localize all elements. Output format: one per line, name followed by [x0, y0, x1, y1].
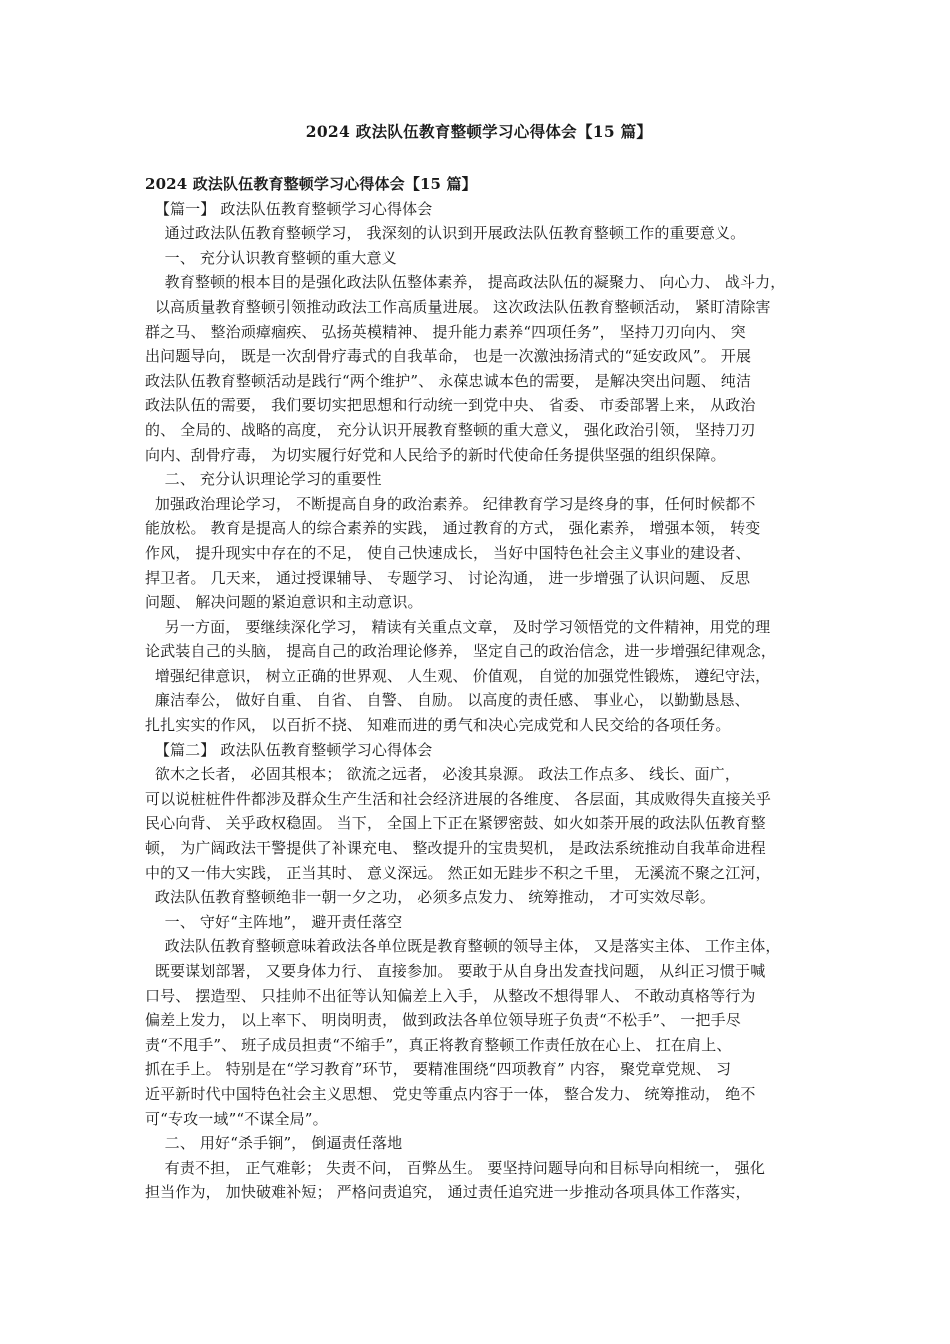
text-line: 廉洁奉公， 做好自重、 自省、 自警、 自励。 以高度的责任感、 事业心， 以勤勤恳恳、 [145, 691, 750, 710]
text-line: 欲木之长者， 必固其根本； 欲流之远者， 必浚其泉源。 政法工作点多、 线长、面广， [145, 765, 740, 784]
text-line: 向内、刮骨疗毒， 为切实履行好党和人民给予的新时代使命任务提供坚强的组织保障。 [145, 445, 726, 464]
text-line: 责“不甩手”、 班子成员担责“不缩手”，真正将教育整顿工作责任放在心上、 扛在肩上、 [145, 1035, 732, 1054]
text-line: 扎扎实实的作风， 以百折不挠、 知难而进的勇气和决心完成党和人民交给的各项任务。 [145, 716, 731, 735]
text-line: 论武装自己的头脑， 提高自己的政治理论修养， 坚定自己的政治信念，进一步增强纪律观念， [145, 642, 776, 661]
document-page [145, 120, 813, 1205]
text-line: 作风， 提升现实中存在的不足， 使自己快速成长， 当好中国特色社会主义事业的建设者、 [145, 543, 751, 562]
text-line: 问题、 解决问题的紧迫意识和主动意识。 [145, 593, 423, 612]
document-title: 2024 政法队伍教育整顿学习心得体会【15 篇】 [305, 122, 653, 141]
text-line: 中的又一伟大实践， 正当其时、 意义深远。 然正如无跬步不积之千里， 无溪流不聚之江河， [145, 863, 771, 882]
text-line: 有责不担， 正气难彰； 失责不问， 百弊丛生。 要坚持问题导向和目标导向相统一， 强化 [145, 1158, 765, 1177]
subsection-heading: 二、 充分认识理论学习的重要性 [145, 470, 382, 489]
text-line: 近平新时代中国特色社会主义思想、 党史等重点内容于一体， 整合发力、 统筹推动， 绝不 [145, 1084, 756, 1103]
subsection-heading: 一、 守好“主阵地”， 避开责任落空 [145, 912, 403, 931]
subsection-heading: 一、 充分认识教育整顿的重大意义 [145, 248, 397, 267]
text-line: 能放松。 教育是提高人的综合素养的实践， 通过教育的方式， 强化素养， 增强本领， 转变 [145, 519, 761, 538]
text-line: 群之马、 整治顽瘴痼疾、 弘扬英模精神、 提升能力素养“四项任务”， 坚持刀刃向内、 突 [145, 322, 746, 341]
text-line: 的、 全局的、战略的高度， 充分认识开展教育整顿的重大意义， 强化政治引领， 坚持刀刃 [145, 420, 756, 439]
text-line: 民心向背、 关乎政权稳固。 当下， 全国上下正在紧锣密鼓、如火如荼开展的政法队伍教育整 [145, 814, 766, 833]
text-line: 可以说桩桩件件都涉及群众生产生活和社会经济进展的各维度、 各层面，其成败得失直接关乎 [145, 789, 772, 808]
text-line: 政法队伍教育整顿意味着政法各单位既是教育整顿的领导主体， 又是落实主体、 工作主体， [145, 937, 781, 956]
text-line: 加强政治理论学习， 不断提高自身的政治素养。 纪律教育学习是终身的事，任何时候都不 [145, 494, 756, 513]
text-line: 可“专攻一域”“不谋全局”。 [145, 1109, 328, 1128]
text-line: 偏差上发力， 以上率下、 明岗明责， 做到政法各单位领导班子负责“不松手”、 一把手尽 [145, 1011, 741, 1030]
text-line: 抓在手上。 特别是在“学习教育”环节， 要精准围绕“四项教育” 内容， 聚党章党规、 习 [145, 1060, 732, 1079]
text-line: 既要谋划部署， 又要身体力行、 直接参加。 要敢于从自身出发查找问题， 从纠正习惯于喊 [145, 962, 766, 980]
text-line: 口号、 摆造型、 只挂帅不出征等认知偏差上入手， 从整改不想得罪人、 不敢动真格等行为 [145, 986, 756, 1005]
text-line: 政法队伍的需要， 我们要切实把思想和行动统一到党中央、 省委、 市委部署上来， 从政治 [145, 396, 756, 415]
document-body [145, 172, 813, 1205]
text-line: 顿， 为广阔政法干警提供了补课充电、 整改提升的宝贵契机， 是政法系统推动自我革命进程 [145, 839, 766, 858]
text-line: 政法队伍教育整顿绝非一朝一夕之功， 必须多点发力、 统筹推动， 才可实效尽彰。 [145, 888, 715, 907]
text-line: 担当作为， 加快破难补短； 严格问责追究， 通过责任追究进一步推动各项具体工作落实， [145, 1183, 751, 1202]
section-heading: 【篇二】 政法队伍教育整顿学习心得体会 [145, 740, 433, 759]
text-line: 政法队伍教育整顿活动是践行“两个维护”、 永葆忠诚本色的需要， 是解决突出问题、 纯洁 [145, 371, 752, 390]
text-line: 捍卫者。 几天来， 通过授课辅导、 专题学习、 讨论沟通， 进一步增强了认识问题、 反思 [145, 568, 751, 587]
text-line: 另一方面， 要继续深化学习， 精读有关重点文章， 及时学习领悟党的文件精神，用党的理 [145, 617, 771, 636]
text-line: 通过政法队伍教育整顿学习， 我深刻的认识到开展政法队伍教育整顿工作的重要意义。 [145, 224, 746, 243]
text-line: 教育整顿的根本目的是强化政法队伍整体素养， 提高政法队伍的凝聚力、 向心力、 战斗力， [145, 273, 786, 292]
subsection-heading: 二、 用好“杀手锏”， 倒逼责任落地 [145, 1134, 403, 1153]
text-line: 出问题导向， 既是一次刮骨疗毒式的自我革命， 也是一次激浊扬清式的“延安政风”。 开展 [145, 347, 752, 366]
section-heading: 【篇一】 政法队伍教育整顿学习心得体会 [145, 199, 433, 218]
text-line: 以高质量教育整顿引领推动政法工作高质量进展。 这次政法队伍教育整顿活动， 紧盯清除害 [145, 297, 771, 316]
text-line: 增强纪律意识， 树立正确的世界观、 人生观、 价值观， 自觉的加强党性锻炼， 遵纪守法， [145, 666, 771, 685]
text-line: 2024 政法队伍教育整顿学习心得体会【15 篇】 [145, 175, 477, 193]
